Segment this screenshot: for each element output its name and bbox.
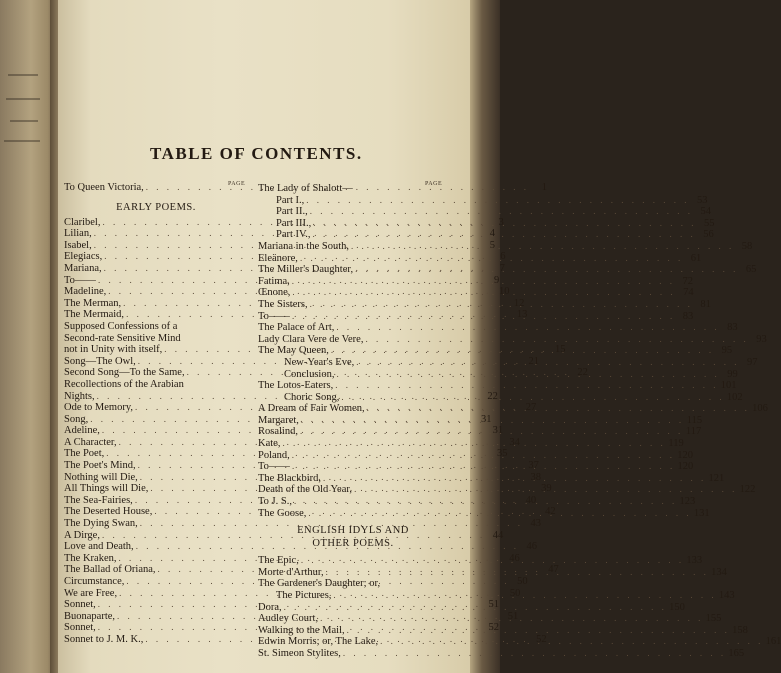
entry-page-number: 115: [686, 414, 703, 426]
entry-title: Lady Clara Vere de Vere,: [258, 333, 364, 345]
entry-page-number: 31: [492, 425, 504, 437]
entry-title: Sonnet,: [64, 599, 96, 611]
page-title: TABLE OF CONTENTS.: [150, 144, 363, 163]
dot-leader: [363, 334, 750, 346]
dot-leader: [292, 496, 679, 508]
dot-leader: [306, 508, 693, 520]
dot-leader: [290, 461, 677, 473]
entry-page-number: 42: [545, 506, 556, 518]
entry-title: The Gardener's Daughter; or,: [258, 578, 381, 590]
entry-page-number: 143: [718, 590, 735, 601]
entry-title: The Sisters,: [258, 298, 308, 310]
section-heading: EARLY POEMS.: [116, 201, 196, 213]
contents-entry: [258, 275, 694, 288]
dot-leader: [333, 380, 720, 392]
entry-page-number: 161: [765, 636, 781, 648]
dot-leader: [378, 633, 765, 648]
entry-page-number: 27: [525, 402, 537, 414]
entry-page-number: 150: [669, 601, 685, 613]
entry-page-number: 101: [720, 380, 737, 392]
entry-title: Song,: [64, 413, 89, 425]
entry-page-number: 51: [507, 610, 519, 622]
dot-leader: [318, 610, 705, 625]
entry-title: The May Queen,: [258, 345, 329, 357]
dot-leader: [349, 241, 736, 253]
entry-title: The Poet,: [64, 448, 105, 460]
entry-title: Claribel,: [64, 216, 101, 228]
entry-page-number: 22: [577, 367, 588, 379]
entry-title: Madeline,: [64, 286, 107, 298]
entry-page-number: 97: [746, 356, 758, 368]
entry-title: Audley Court,: [258, 613, 319, 625]
contents-entry: [258, 206, 712, 218]
dot-leader: [311, 229, 698, 241]
entry-title: Conclusion,: [284, 368, 335, 380]
entry-page-number: 4: [489, 228, 495, 240]
contents-entry: [64, 333, 248, 345]
contents-entry: [258, 264, 757, 276]
entry-title: The Palace of Art,: [258, 322, 335, 334]
entry-title: Margaret,: [258, 414, 299, 426]
entry-page-number: 46: [509, 552, 520, 564]
entry-title: Isabel,: [64, 239, 92, 251]
entry-title: The Sea-Fairies,: [64, 494, 133, 506]
entry-title: Part II.,: [276, 206, 308, 218]
entry-title: not in Unity with itself,: [64, 344, 163, 356]
contents-entry: [258, 252, 702, 265]
dot-leader: [341, 648, 728, 660]
entry-page-number: 93: [756, 333, 767, 345]
entry-title: Walking to the Mail,: [258, 624, 345, 636]
entry-title: St. Simeon Stylites,: [258, 647, 341, 659]
contents-entry: [258, 322, 738, 334]
entry-title: Circumstance,: [64, 576, 125, 587]
dot-leader: [334, 369, 721, 381]
entry-title: To Queen Victoria,: [64, 182, 144, 193]
entry-page-number: 83: [682, 310, 694, 322]
entry-page-number: 43: [530, 518, 542, 530]
entry-page-number: 120: [677, 461, 694, 473]
contents-entry: [258, 194, 708, 207]
entry-title: Second Song—To the Same,: [64, 367, 185, 379]
entry-page-number: 13: [516, 309, 528, 321]
entry-title: Sonnet to J. M. K.,: [64, 633, 144, 645]
dot-leader: [304, 195, 691, 207]
entry-title: The Miller's Daughter,: [258, 264, 354, 276]
entry-page-number: 6: [500, 251, 506, 263]
entry-title: To——: [258, 461, 290, 473]
entry-title: Poland,: [258, 449, 290, 461]
entry-page-number: 50: [517, 576, 528, 587]
contents-entry: [258, 240, 753, 253]
entry-page-number: 55: [704, 217, 715, 229]
dot-leader: [324, 567, 711, 579]
entry-title: Adeline,: [64, 425, 100, 437]
contents-entry: [258, 647, 745, 660]
entry-page-number: 121: [708, 472, 725, 484]
entry-page-number: 52: [536, 633, 547, 645]
entry-title: Ode to Memory,: [64, 402, 134, 414]
dot-leader: [290, 276, 677, 288]
entry-page-number: 95: [721, 345, 733, 357]
dot-leader: [280, 438, 667, 450]
entry-page-number: 54: [700, 206, 712, 218]
entry-page-number: 61: [690, 252, 702, 264]
entry-title: Mariana in the South,: [258, 240, 349, 252]
contents-entry: [258, 229, 714, 241]
facing-page-edge: [0, 0, 56, 673]
entry-title: Œnone,: [258, 287, 291, 299]
entry-title: The Lotos-Eaters,: [258, 380, 334, 392]
entry-page-number: 99: [727, 368, 738, 380]
dot-leader: [298, 253, 685, 265]
entry-page-number: 1: [541, 182, 548, 193]
entry-page-number: 120: [677, 449, 694, 461]
entry-page-number: 74: [683, 287, 694, 299]
dot-leader: [298, 426, 685, 438]
entry-page-number: 15: [555, 344, 566, 356]
entry-title: All Things will Die,: [64, 483, 149, 495]
entry-page-number: 53: [697, 194, 708, 206]
page-column-header-right: PAGE: [425, 181, 443, 187]
dot-leader: [290, 287, 677, 299]
entry-title: The Dying Swan,: [64, 518, 138, 530]
contents-entry: [258, 578, 448, 590]
entry-title: Sonnet,: [64, 622, 96, 634]
entry-title: Nights,: [64, 390, 95, 402]
entry-title: Rosalind,: [258, 426, 298, 438]
entry-page-number: 31: [480, 413, 492, 425]
entry-title: Love and Death,: [64, 541, 134, 553]
entry-title: The Lady of Shalott—: [258, 183, 353, 194]
entry-page-number: 9: [493, 274, 500, 286]
dot-leader: [282, 602, 669, 614]
entry-title: To——: [64, 274, 96, 286]
entry-page-number: 119: [668, 438, 684, 450]
entry-page-number: 12: [513, 297, 525, 309]
entry-title: The Pictures,: [276, 590, 332, 601]
entry-page-number: 122: [739, 484, 756, 496]
entry-title: Second-rate Sensitive Mind: [64, 332, 181, 344]
contents-entry: [258, 333, 767, 346]
entry-title: Part IV.,: [276, 229, 311, 241]
entry-title: Dora,: [258, 601, 282, 613]
entry-page-number: 131: [693, 507, 710, 519]
entry-title: A Dirge,: [64, 529, 100, 541]
entry-page-number: 50: [509, 587, 521, 599]
entry-page-number: 21: [528, 355, 539, 367]
page-column-header-left: PAGE: [228, 181, 246, 187]
dot-leader: [345, 625, 732, 637]
entry-page-number: 7: [499, 262, 505, 274]
contents-entry: [64, 518, 542, 530]
entry-title: Part III.,: [276, 217, 312, 229]
entry-page-number: 106: [752, 403, 768, 415]
dot-leader: [311, 218, 698, 230]
dot-leader: [299, 552, 686, 567]
entry-page-number: 34: [509, 436, 520, 448]
entry-title: The Blackbird,: [258, 472, 321, 484]
entry-title: The Merman,: [64, 297, 122, 309]
entry-title: Supposed Confessions of a: [64, 320, 178, 332]
entry-page-number: 117: [685, 426, 702, 438]
dot-leader: [308, 299, 695, 311]
dot-leader: [334, 322, 721, 334]
entry-page-number: 47: [548, 564, 559, 576]
section-heading: OTHER POEMS.: [312, 538, 394, 550]
contents-entry: [64, 379, 248, 391]
entry-page-number: 35: [497, 448, 508, 460]
entry-title: The Epic,: [258, 555, 299, 567]
dot-leader: [299, 415, 686, 427]
entry-title: Eleänore,: [258, 252, 298, 264]
entry-title: Elegiacs,: [64, 251, 103, 263]
entry-title: New-Year's Eve,: [284, 356, 355, 368]
entry-title: The Mermaid,: [64, 309, 125, 321]
dot-leader: [352, 484, 739, 496]
entry-title: Part I.,: [276, 194, 305, 206]
entry-title: Mariana,: [64, 262, 102, 274]
entry-page-number: 72: [682, 275, 694, 287]
entry-title: We are Free,: [64, 587, 118, 599]
entry-page-number: 81: [700, 298, 711, 310]
entry-title: Death of the Old Year,: [258, 484, 353, 496]
dot-leader: [290, 450, 677, 462]
entry-page-number: 22: [487, 390, 498, 402]
entry-title: Recollections of the Arabian: [64, 378, 184, 390]
entry-title: A Dream of Fair Women,: [258, 403, 365, 415]
entry-page-number: 123: [679, 496, 696, 508]
entry-title: Kate,: [258, 438, 281, 450]
entry-title: To J. S.,: [258, 496, 292, 508]
entry-title: To——: [258, 310, 290, 322]
entry-title: Fatima,: [258, 275, 290, 287]
entry-page-number: 38: [530, 471, 542, 483]
dot-leader: [290, 311, 677, 323]
section-heading: ENGLISH IDYLS AND: [297, 525, 409, 537]
entry-title: The Kraken,: [64, 552, 117, 564]
dot-leader: [365, 403, 752, 415]
entry-page-number: 56: [703, 229, 714, 241]
entry-page-number: 158: [732, 624, 748, 636]
entry-title: A Character,: [64, 436, 117, 448]
entry-title: The Deserted House,: [64, 506, 153, 518]
dot-leader: [331, 587, 718, 602]
contents-entry: [258, 217, 715, 230]
entry-title: Buonaparte,: [64, 610, 116, 622]
entry-page-number: 65: [745, 264, 757, 276]
contents-entry: [258, 380, 737, 392]
dot-leader: [308, 206, 695, 218]
entry-title: The Ballad of Oriana,: [64, 564, 156, 576]
dot-leader: [329, 345, 716, 357]
entry-page-number: 165: [728, 647, 745, 659]
entry-page-number: 39: [541, 483, 552, 495]
entry-title: Edwin Morris; or, The Lake,: [258, 636, 379, 648]
dot-leader: [339, 392, 726, 404]
dot-leader: [353, 264, 740, 276]
entry-page-number: 51: [488, 599, 500, 611]
entry-title: Choric Song,: [284, 391, 340, 403]
entry-title: The Goose,: [258, 507, 307, 519]
entry-page-number: 46: [526, 541, 537, 553]
dot-leader: [354, 357, 741, 369]
entry-title: Song—The Owl,: [64, 355, 136, 367]
entry-page-number: 44: [492, 529, 504, 541]
entry-page-number: 37: [528, 460, 539, 472]
entry-page-number: 83: [727, 322, 738, 334]
entry-page-number: 155: [705, 613, 722, 625]
entry-page-number: 102: [726, 391, 743, 403]
entry-page-number: 40: [525, 494, 537, 506]
entry-title: Nothing will Die,: [64, 471, 138, 483]
entry-title: Lilian,: [64, 228, 92, 240]
entry-page-number: 58: [741, 240, 753, 252]
entry-page-number: 134: [711, 566, 727, 578]
entry-title: Morte d'Arthur,: [258, 566, 324, 578]
entry-page-number: 3: [498, 216, 504, 228]
entry-page-number: 52: [488, 622, 500, 634]
dot-leader: [321, 473, 708, 485]
contents-entry: [64, 321, 248, 333]
entry-page-number: 133: [686, 555, 703, 567]
entry-page-number: 10: [499, 286, 510, 298]
contents-entry: [258, 183, 448, 195]
entry-title: The Poet's Mind,: [64, 460, 136, 472]
entry-page-number: 5: [489, 239, 495, 251]
